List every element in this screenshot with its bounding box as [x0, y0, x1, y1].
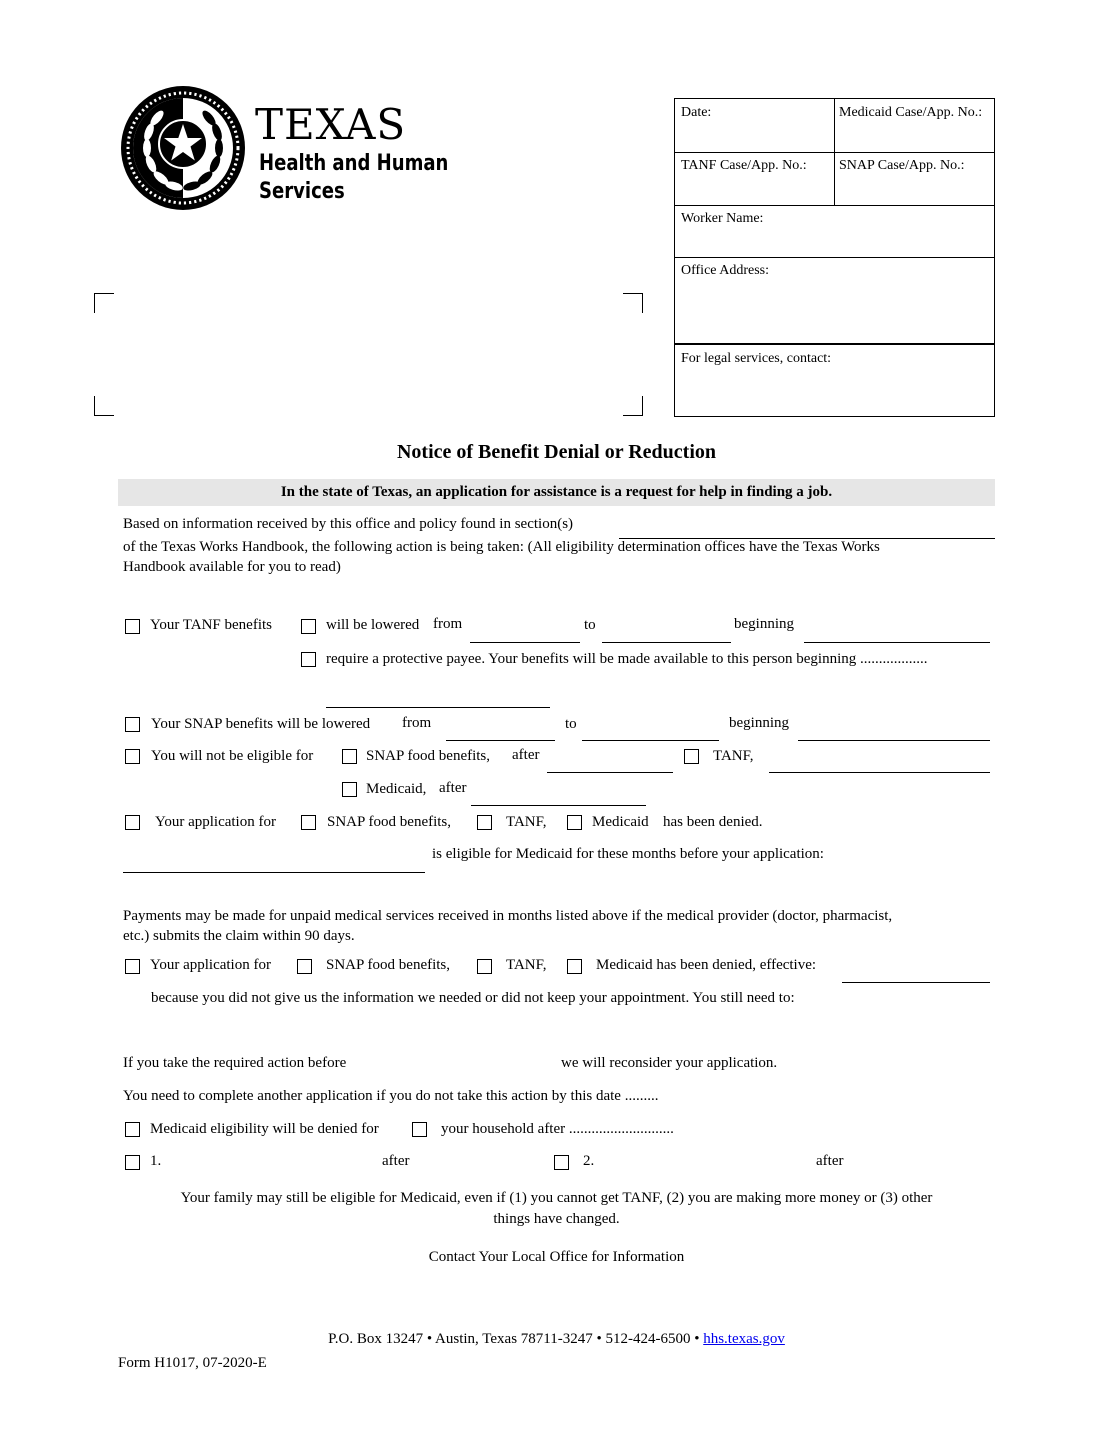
denied-effective-snap-checkbox[interactable] [297, 959, 312, 974]
complete-another-label: You need to complete another application if you do not take this action by this date ......... [123, 1088, 659, 1104]
not-eligible-medicaid-after-input[interactable] [471, 805, 646, 806]
contact-local-office: Contact Your Local Office for Information [428, 1249, 685, 1265]
date-field[interactable] [675, 99, 834, 152]
denied-effective-medicaid-label: Medicaid has been denied, effective: [596, 957, 817, 973]
application-denied-suffix: has been denied. [663, 814, 763, 830]
denied-effective-checkbox[interactable] [125, 959, 140, 974]
not-eligible-tanf-label: TANF, [713, 748, 754, 764]
medicaid-case-field[interactable] [834, 99, 994, 152]
denied-effective-date-input[interactable] [842, 982, 990, 983]
tanf-beginning-label: beginning [734, 616, 794, 632]
medicaid-denied-label: Medicaid eligibility will be denied for [150, 1121, 379, 1137]
medicaid-denied-checkbox[interactable] [125, 1122, 140, 1137]
office-address-label: Office Address: [681, 263, 769, 278]
denied-effective-snap-label: SNAP food benefits, [326, 957, 451, 973]
not-eligible-tanf-input[interactable] [769, 772, 990, 773]
texas-seal-icon [119, 84, 247, 212]
legal-services-label: For legal services, contact: [681, 351, 832, 366]
family-note-line-2: things have changed. [493, 1211, 620, 1227]
logo-wordmark-texas: TEXAS [255, 100, 407, 149]
protective-payee-date-input[interactable] [326, 707, 550, 708]
form-id: Form H1017, 07-2020-E [118, 1355, 267, 1371]
not-eligible-label: You will not be eligible for [151, 748, 314, 764]
application-denied-medicaid-checkbox[interactable] [567, 815, 582, 830]
tanf-from-amount-input[interactable] [470, 642, 580, 643]
footer-address-line [118, 1329, 995, 1350]
denied-effective-tanf-label: TANF, [506, 957, 547, 973]
snap-to-amount-input[interactable] [582, 740, 719, 741]
payments-note-line-2: etc.) submits the claim within 90 days. [123, 928, 355, 944]
medicaid-case-label: Medicaid Case/App. No.: [839, 105, 983, 120]
address-window-corner-tl [94, 293, 114, 313]
intro-line-3: Handbook available for you to read) [123, 559, 341, 575]
family-note-line-1: Your family may still be eligible for Medicaid, even if (1) you cannot get TANF, (2) you are making more money or (3) other [180, 1190, 933, 1206]
address-window-corner-bl [94, 396, 114, 416]
not-eligible-medicaid-label: Medicaid, [366, 781, 427, 797]
not-eligible-medicaid-checkbox[interactable] [342, 782, 357, 797]
tanf-case-field[interactable] [675, 152, 834, 205]
protective-payee-checkbox[interactable] [301, 652, 316, 667]
application-denied-tanf-checkbox[interactable] [477, 815, 492, 830]
tanf-lowered-checkbox[interactable] [301, 619, 316, 634]
person-2-checkbox[interactable] [554, 1155, 569, 1170]
tanf-beginning-date-input[interactable] [804, 642, 990, 643]
not-eligible-snap-after-input[interactable] [547, 772, 673, 773]
snap-beginning-date-input[interactable] [798, 740, 990, 741]
snap-case-label: SNAP Case/App. No.: [839, 158, 965, 173]
not-eligible-snap-after-label: after [512, 747, 540, 763]
tanf-case-label: TANF Case/App. No.: [681, 158, 807, 173]
not-eligible-snap-label: SNAP food benefits, [366, 748, 491, 764]
snap-case-field[interactable] [834, 152, 994, 205]
page-title: Notice of Benefit Denial or Reduction [396, 441, 717, 463]
protective-payee-label: require a protective payee. Your benefits will be made available to this person beginning .................. [326, 651, 928, 667]
address-window-corner-tr [623, 293, 643, 313]
person-2-label: 2. [583, 1153, 595, 1169]
intro-line-2: of the Texas Works Handbook, the following action is being taken: (All eligibility determination offices have the Texas Works [123, 539, 880, 555]
footer-address: P.O. Box 13247 • Austin, Texas 78711-3247 • 512-424-6500 • [328, 1331, 700, 1347]
office-address-field[interactable] [675, 257, 994, 343]
denied-effective-because: because you did not give us the information we needed or did not keep your appointment. You still need to: [151, 990, 795, 1006]
denied-effective-medicaid-checkbox[interactable] [567, 959, 582, 974]
tanf-to-amount-input[interactable] [602, 642, 731, 643]
website-link[interactable]: hhs.texas.gov [703, 1331, 785, 1347]
not-eligible-medicaid-after-label: after [439, 780, 467, 796]
snap-to-label: to [565, 716, 577, 732]
family-note [118, 1188, 995, 1230]
medicaid-denied-household-checkbox[interactable] [412, 1122, 427, 1137]
worker-name-label: Worker Name: [681, 211, 764, 226]
application-denied-label: Your application for [155, 814, 276, 830]
reconsider-after-label: we will reconsider your application. [561, 1055, 778, 1071]
snap-from-label: from [402, 715, 432, 731]
payments-note-line-1: Payments may be made for unpaid medical services received in months listed above if the medical provider (doctor, pharmacist, [123, 908, 893, 924]
application-denied-snap-label: SNAP food benefits, [327, 814, 452, 830]
application-denied-medicaid-label: Medicaid [592, 814, 649, 830]
medicaid-months-label: is eligible for Medicaid for these months before your application: [432, 846, 824, 862]
reconsider-before-label: If you take the required action before [123, 1055, 347, 1071]
person-2-after-label: after [816, 1153, 844, 1169]
legal-services-field[interactable] [675, 345, 994, 416]
medicaid-person-name-input[interactable] [123, 872, 425, 873]
application-denied-tanf-label: TANF, [506, 814, 547, 830]
snap-beginning-label: beginning [729, 715, 789, 731]
not-eligible-tanf-checkbox[interactable] [684, 749, 699, 764]
case-info-box [674, 98, 995, 417]
snap-from-amount-input[interactable] [446, 740, 555, 741]
date-label: Date: [681, 105, 712, 120]
worker-name-field[interactable] [675, 205, 994, 257]
medicaid-denied-household-label: your household after ............................ [441, 1121, 674, 1137]
snap-lowered-checkbox[interactable] [125, 717, 140, 732]
tanf-benefits-label: Your TANF benefits [150, 617, 273, 633]
logo-wordmark-line3: Services [259, 179, 345, 204]
denied-effective-tanf-checkbox[interactable] [477, 959, 492, 974]
tanf-lowered-label: will be lowered [326, 617, 420, 633]
tanf-benefits-checkbox[interactable] [125, 619, 140, 634]
tanf-from-label: from [433, 616, 463, 632]
denied-effective-label: Your application for [150, 957, 271, 973]
not-eligible-checkbox[interactable] [125, 749, 140, 764]
address-window-corner-br [623, 396, 643, 416]
application-denied-snap-checkbox[interactable] [301, 815, 316, 830]
application-denied-checkbox[interactable] [125, 815, 140, 830]
logo-wordmark-hhs [259, 150, 448, 206]
tanf-to-label: to [584, 617, 596, 633]
person-1-checkbox[interactable] [125, 1155, 140, 1170]
logo-wordmark-line2: Health and Human [259, 151, 449, 176]
person-1-after-label: after [382, 1153, 410, 1169]
intro-line-1: Based on information received by this office and policy found in section(s) [123, 516, 574, 532]
snap-lowered-label: Your SNAP benefits will be lowered [151, 716, 371, 732]
job-search-banner: In the state of Texas, an application for assistance is a request for help in finding a job. [118, 479, 995, 506]
person-1-label: 1. [150, 1153, 162, 1169]
not-eligible-snap-checkbox[interactable] [342, 749, 357, 764]
